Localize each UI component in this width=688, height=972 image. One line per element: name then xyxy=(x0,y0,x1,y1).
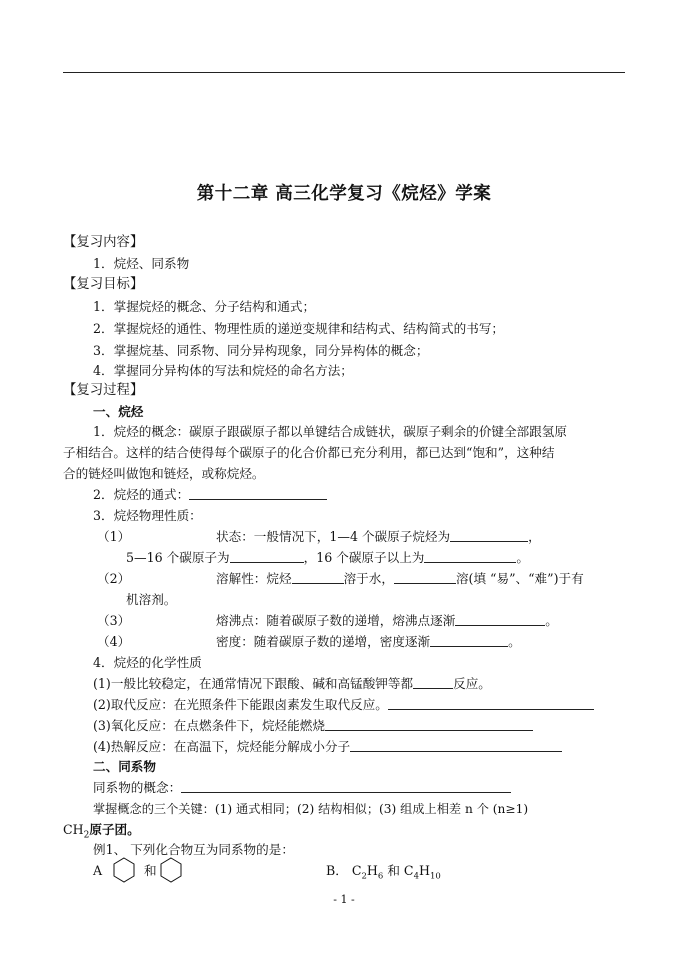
chem-item-2 xyxy=(93,695,594,715)
homolog-def-label: 同系物的概念： xyxy=(93,780,182,795)
item-number: （2） xyxy=(97,571,131,586)
homolog-def-blank[interactable] xyxy=(181,779,511,793)
subscript: 4 xyxy=(413,871,419,882)
section-header-content: 【复习内容】 xyxy=(63,235,144,250)
density-line xyxy=(216,632,521,652)
ch2-c: CH xyxy=(63,822,84,837)
subscript: 2 xyxy=(361,871,367,882)
general-formula-line xyxy=(93,485,327,505)
oxidation-blank[interactable] xyxy=(325,717,533,731)
concept-text: 合的链烃叫做饱和链烃，或称烷烃。 xyxy=(63,466,265,481)
punct: 。 xyxy=(508,634,521,649)
solubility-text: 机溶剂。 xyxy=(126,592,177,607)
subscript: 6 xyxy=(377,871,384,882)
chem-text: 反应。 xyxy=(453,676,491,691)
subscript: 10 xyxy=(429,871,441,882)
option-b-text: B． C xyxy=(326,863,362,878)
melting-text: 熔沸点：随着碳原子数的递增，熔沸点逐渐 xyxy=(216,613,456,628)
homolog-def-line xyxy=(93,778,511,798)
chem-text: (3)氧化反应：在点燃条件下，烷烃能燃烧 xyxy=(93,718,325,733)
state-text: ，16 个碳原子以上为 xyxy=(303,550,425,565)
chem-text: (1)一般比较稳定，在通常情况下跟酸、碱和高锰酸钾等都 xyxy=(93,676,414,691)
benzene-ring-icon xyxy=(112,857,136,883)
melting-blank[interactable] xyxy=(455,612,545,626)
physical-props-label: 3．烷烃物理性质： xyxy=(93,508,202,523)
state-line-2 xyxy=(126,548,529,568)
melting-line xyxy=(216,611,558,631)
ch2-sub: 2 xyxy=(83,830,90,841)
punct: 。 xyxy=(516,550,529,565)
chem-text: (4)热解反应：在高温下，烷烃能分解成小分子 xyxy=(93,739,351,754)
section-header-process: 【复习过程】 xyxy=(63,383,144,398)
cyclohexane-ring-icon xyxy=(159,857,183,883)
chem-item-1 xyxy=(93,674,491,694)
state-blank[interactable] xyxy=(230,549,304,563)
formula-blank[interactable] xyxy=(189,486,327,500)
item-number: （4） xyxy=(97,634,131,649)
item-number: （3） xyxy=(97,613,131,628)
chemical-props-label: 4．烷烃的化学性质 xyxy=(93,655,202,670)
solubility-text: 溶于水， xyxy=(343,571,394,586)
substitution-blank[interactable] xyxy=(388,696,594,710)
chem-text: (2)取代反应：在光照条件下能跟卤素发生取代反应。 xyxy=(93,697,388,712)
option-b xyxy=(326,861,441,887)
solubility-blank[interactable] xyxy=(292,570,344,584)
item-number: （1） xyxy=(97,529,131,544)
key-points: 掌握概念的三个关键：(1) 通式相同；(2) 结构相似；(3) 组成上相差 n 个 (n≥1) xyxy=(93,802,529,816)
punct: ， xyxy=(528,529,541,544)
page-number: - 1 - xyxy=(333,893,355,906)
part-title-alkanes: 一、烷烃 xyxy=(93,404,144,419)
solubility-line xyxy=(216,569,584,589)
goal-item: 1．掌握烷烃的概念、分子结构和通式； xyxy=(93,299,316,314)
option-b-text: H xyxy=(366,863,378,878)
state-blank[interactable] xyxy=(450,528,528,542)
chem-item-3 xyxy=(93,716,533,736)
pyrolysis-blank[interactable] xyxy=(350,738,562,752)
punct: 。 xyxy=(545,613,558,628)
option-b-text: H xyxy=(419,863,430,878)
state-text: 5—16 个碳原子为 xyxy=(126,550,230,565)
goal-item: 4．掌握同分异构体的写法和烷烃的命名方法； xyxy=(93,363,353,378)
header-rule xyxy=(63,72,625,73)
chem-item-4 xyxy=(93,737,562,757)
state-blank[interactable] xyxy=(424,549,516,563)
section-header-goals: 【复习目标】 xyxy=(63,277,144,292)
solubility-text: 溶(填 “易”、“难”)于有 xyxy=(455,571,584,586)
part-title-homologs: 二、同系物 xyxy=(93,759,156,774)
group-text: 原子团。 xyxy=(89,822,140,837)
goal-item: 2．掌握烷烃的通性、物理性质的递逆变规律和结构式、结构简式的书写； xyxy=(93,321,505,336)
goal-item: 3．掌握烷基、同系物、同分异构现象，同分异构体的概念； xyxy=(93,343,429,358)
density-blank[interactable] xyxy=(430,633,508,647)
concept-text: 1．烷烃的概念：碳原子跟碳原子都以单键结合成链状，碳原子剩余的价键全部跟氢原 xyxy=(93,424,567,439)
general-formula-label: 2．烷烃的通式： xyxy=(93,487,190,502)
reaction-blank[interactable] xyxy=(413,675,453,689)
option-a-label: A xyxy=(93,863,103,878)
page-title: 第十二章 高三化学复习《烷烃》学案 xyxy=(196,184,492,204)
and-text: 和 xyxy=(144,863,157,878)
density-text: 密度：随着碳原子数的递增，密度逐渐 xyxy=(216,634,431,649)
example-question: 例1、 下列化合物互为同系物的是： xyxy=(93,842,294,857)
solubility-blank[interactable] xyxy=(394,570,456,584)
state-text: 状态：一般情况下，1—4 个碳原子烷烃为 xyxy=(216,529,451,544)
concept-text: 子相结合。这样的结合使得每个碳原子的化合价都已充分利用，都已达到“饱和”，这种结 xyxy=(63,445,555,460)
option-b-text: 和 C xyxy=(383,863,414,878)
state-line xyxy=(216,527,541,547)
solubility-text: 溶解性：烷烃 xyxy=(216,571,292,586)
content-item: 1．烷烃、同系物 xyxy=(93,256,190,271)
